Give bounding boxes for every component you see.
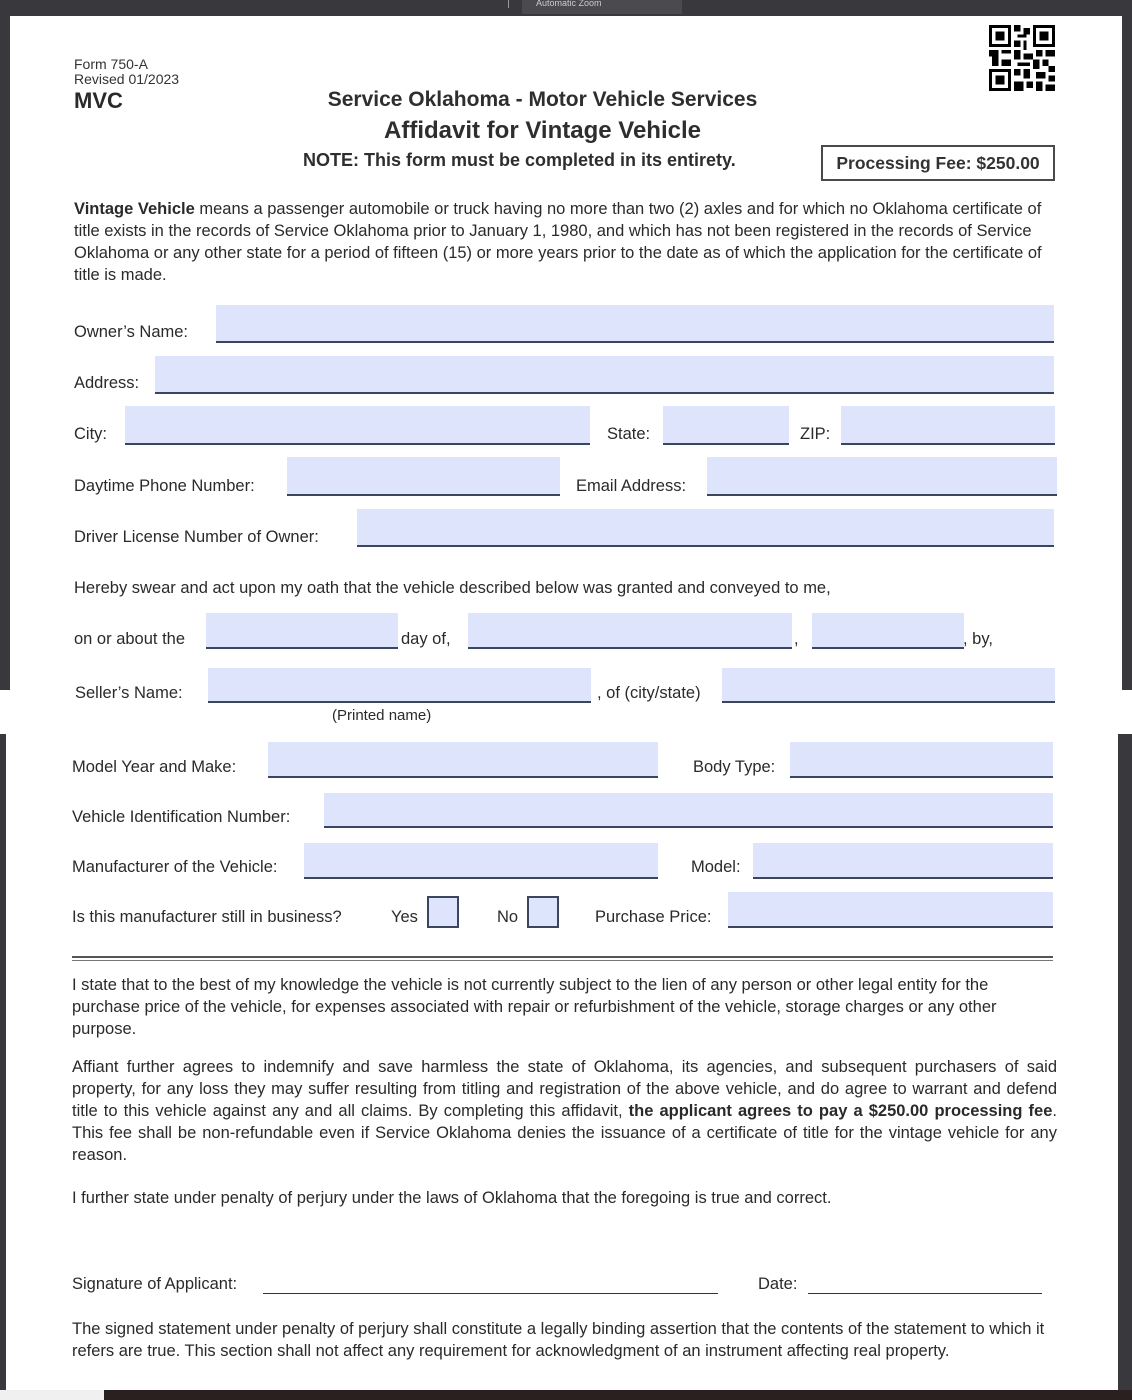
printed-name-hint: (Printed name) [332,707,432,724]
owners-name-input[interactable] [216,305,1054,343]
definition-term: Vintage Vehicle [74,200,195,218]
form-number: Form 750-A [74,56,148,72]
address-label: Address: [74,374,140,392]
taskbar [0,1390,1132,1400]
email-label: Email Address: [576,477,687,495]
seller-name-input[interactable] [208,668,591,703]
agency-title: Service Oklahoma - Motor Vehicle Services [327,88,758,111]
division-code: MVC [74,88,123,113]
manufacturer-label: Manufacturer of the Vehicle: [72,858,278,876]
purchase-price-label: Purchase Price: [595,908,712,926]
completion-note: NOTE: This form must be completed in its entirety. [303,150,736,170]
month-input[interactable] [468,613,792,649]
signature-line[interactable] [263,1293,718,1294]
city-input[interactable] [125,406,590,445]
zoom-select[interactable]: Automatic Zoom [522,0,682,14]
body-type-input[interactable] [790,742,1053,778]
date-label: Date: [758,1275,798,1293]
yes-checkbox[interactable] [427,896,459,928]
indemnify-fee-bold: the applicant agrees to pay a $250.00 processing fee [628,1102,1053,1120]
of-city-state-label: , of (city/state) [597,684,701,702]
no-checkbox[interactable] [527,896,559,928]
no-label: No [497,908,519,926]
owners-name-label: Owner’s Name: [74,323,189,341]
viewer-toolbar [0,0,1132,14]
day-input[interactable] [206,613,398,649]
vintage-vehicle-definition [74,198,1059,286]
on-or-about-label: on or about the [74,630,186,648]
indemnify-statement [72,1056,1057,1166]
toolbar-separator [508,0,509,8]
vin-label: Vehicle Identification Number: [72,808,291,826]
day-of-label: day of, [401,630,451,648]
year-make-input[interactable] [268,742,658,778]
indemnify-text-2: . This fee shall be non-refundable even if Service Oklahoma denies the issuance of a certificate of title for the vintage vehicle for any reason. [72,1102,1057,1164]
seller-name-label: Seller’s Name: [75,684,183,702]
zip-label: ZIP: [800,425,831,443]
address-input[interactable] [155,356,1054,394]
signature-label: Signature of Applicant: [72,1275,238,1293]
section-divider [72,956,1053,961]
vin-input[interactable] [324,793,1053,828]
state-input[interactable] [663,406,789,445]
lien-statement: I state that to the best of my knowledge the vehicle is not currently subject to the lien of any person or other legal entity for the purchase price of the vehicle, for expenses associated with repair or refurbishment of the vehicle, storage charges or any other purpose. [72,976,997,1038]
year-input[interactable] [812,613,964,649]
body-type-label: Body Type: [693,758,776,776]
model-label: Model: [691,858,741,876]
qr-code-icon [989,25,1055,91]
by-label: , by, [963,630,993,648]
seller-city-state-input[interactable] [722,668,1055,703]
binding-notice: The signed statement under penalty of perjury shall constitute a legally binding assertion that the contents of the statement to which it refers are true. This section shall not affect any requirement for acknowledgment of an instrument affecting real property. [72,1320,1045,1360]
purchase-price-input[interactable] [728,892,1053,928]
indemnify-text-1: Affiant further agrees to indemnify and save harmless the state of Oklahoma, its agencies, and subsequent purchasers of said property, for any loss they may suffer resulting from titling and registration of the above vehicle, and do agree to warrant and defend title to this vehicle against any and all claims. By completing this affidavit, [72,1058,1057,1120]
oath-statement: Hereby swear and act upon my oath that the vehicle described below was granted and conveyed to me, [74,579,831,597]
in-business-question: Is this manufacturer still in business? [72,908,342,926]
perjury-statement: I further state under penalty of perjury under the laws of Oklahoma that the foregoing is true and correct. [72,1189,832,1207]
manufacturer-input[interactable] [304,843,658,879]
taskbar-left-area [0,1390,104,1400]
year-make-label: Model Year and Make: [72,758,237,776]
definition-text: means a passenger automobile or truck having no more than two (2) axles and for which no Oklahoma certificate of title exists in the records of Service Oklahoma prior to January 1, 1980, and which has not been registered in the records of Service Oklahoma or any other state for a period of fifteen (15) or more years prior to the date as of which the application for the certificate of title is made. [74,200,1042,284]
yes-label: Yes [391,908,418,926]
processing-fee-box: Processing Fee: $250.00 [821,145,1055,181]
comma-separator: , [794,630,799,648]
form-title: Affidavit for Vintage Vehicle [384,117,701,144]
phone-input[interactable] [287,457,560,496]
city-label: City: [74,425,107,443]
date-line[interactable] [808,1293,1042,1294]
zip-input[interactable] [841,406,1055,445]
email-input[interactable] [707,457,1057,496]
license-input[interactable] [357,509,1054,547]
phone-label: Daytime Phone Number: [74,477,255,495]
license-label: Driver License Number of Owner: [74,528,319,546]
revised-date: Revised 01/2023 [74,71,180,87]
state-label: State: [607,425,651,443]
model-input[interactable] [753,843,1053,879]
